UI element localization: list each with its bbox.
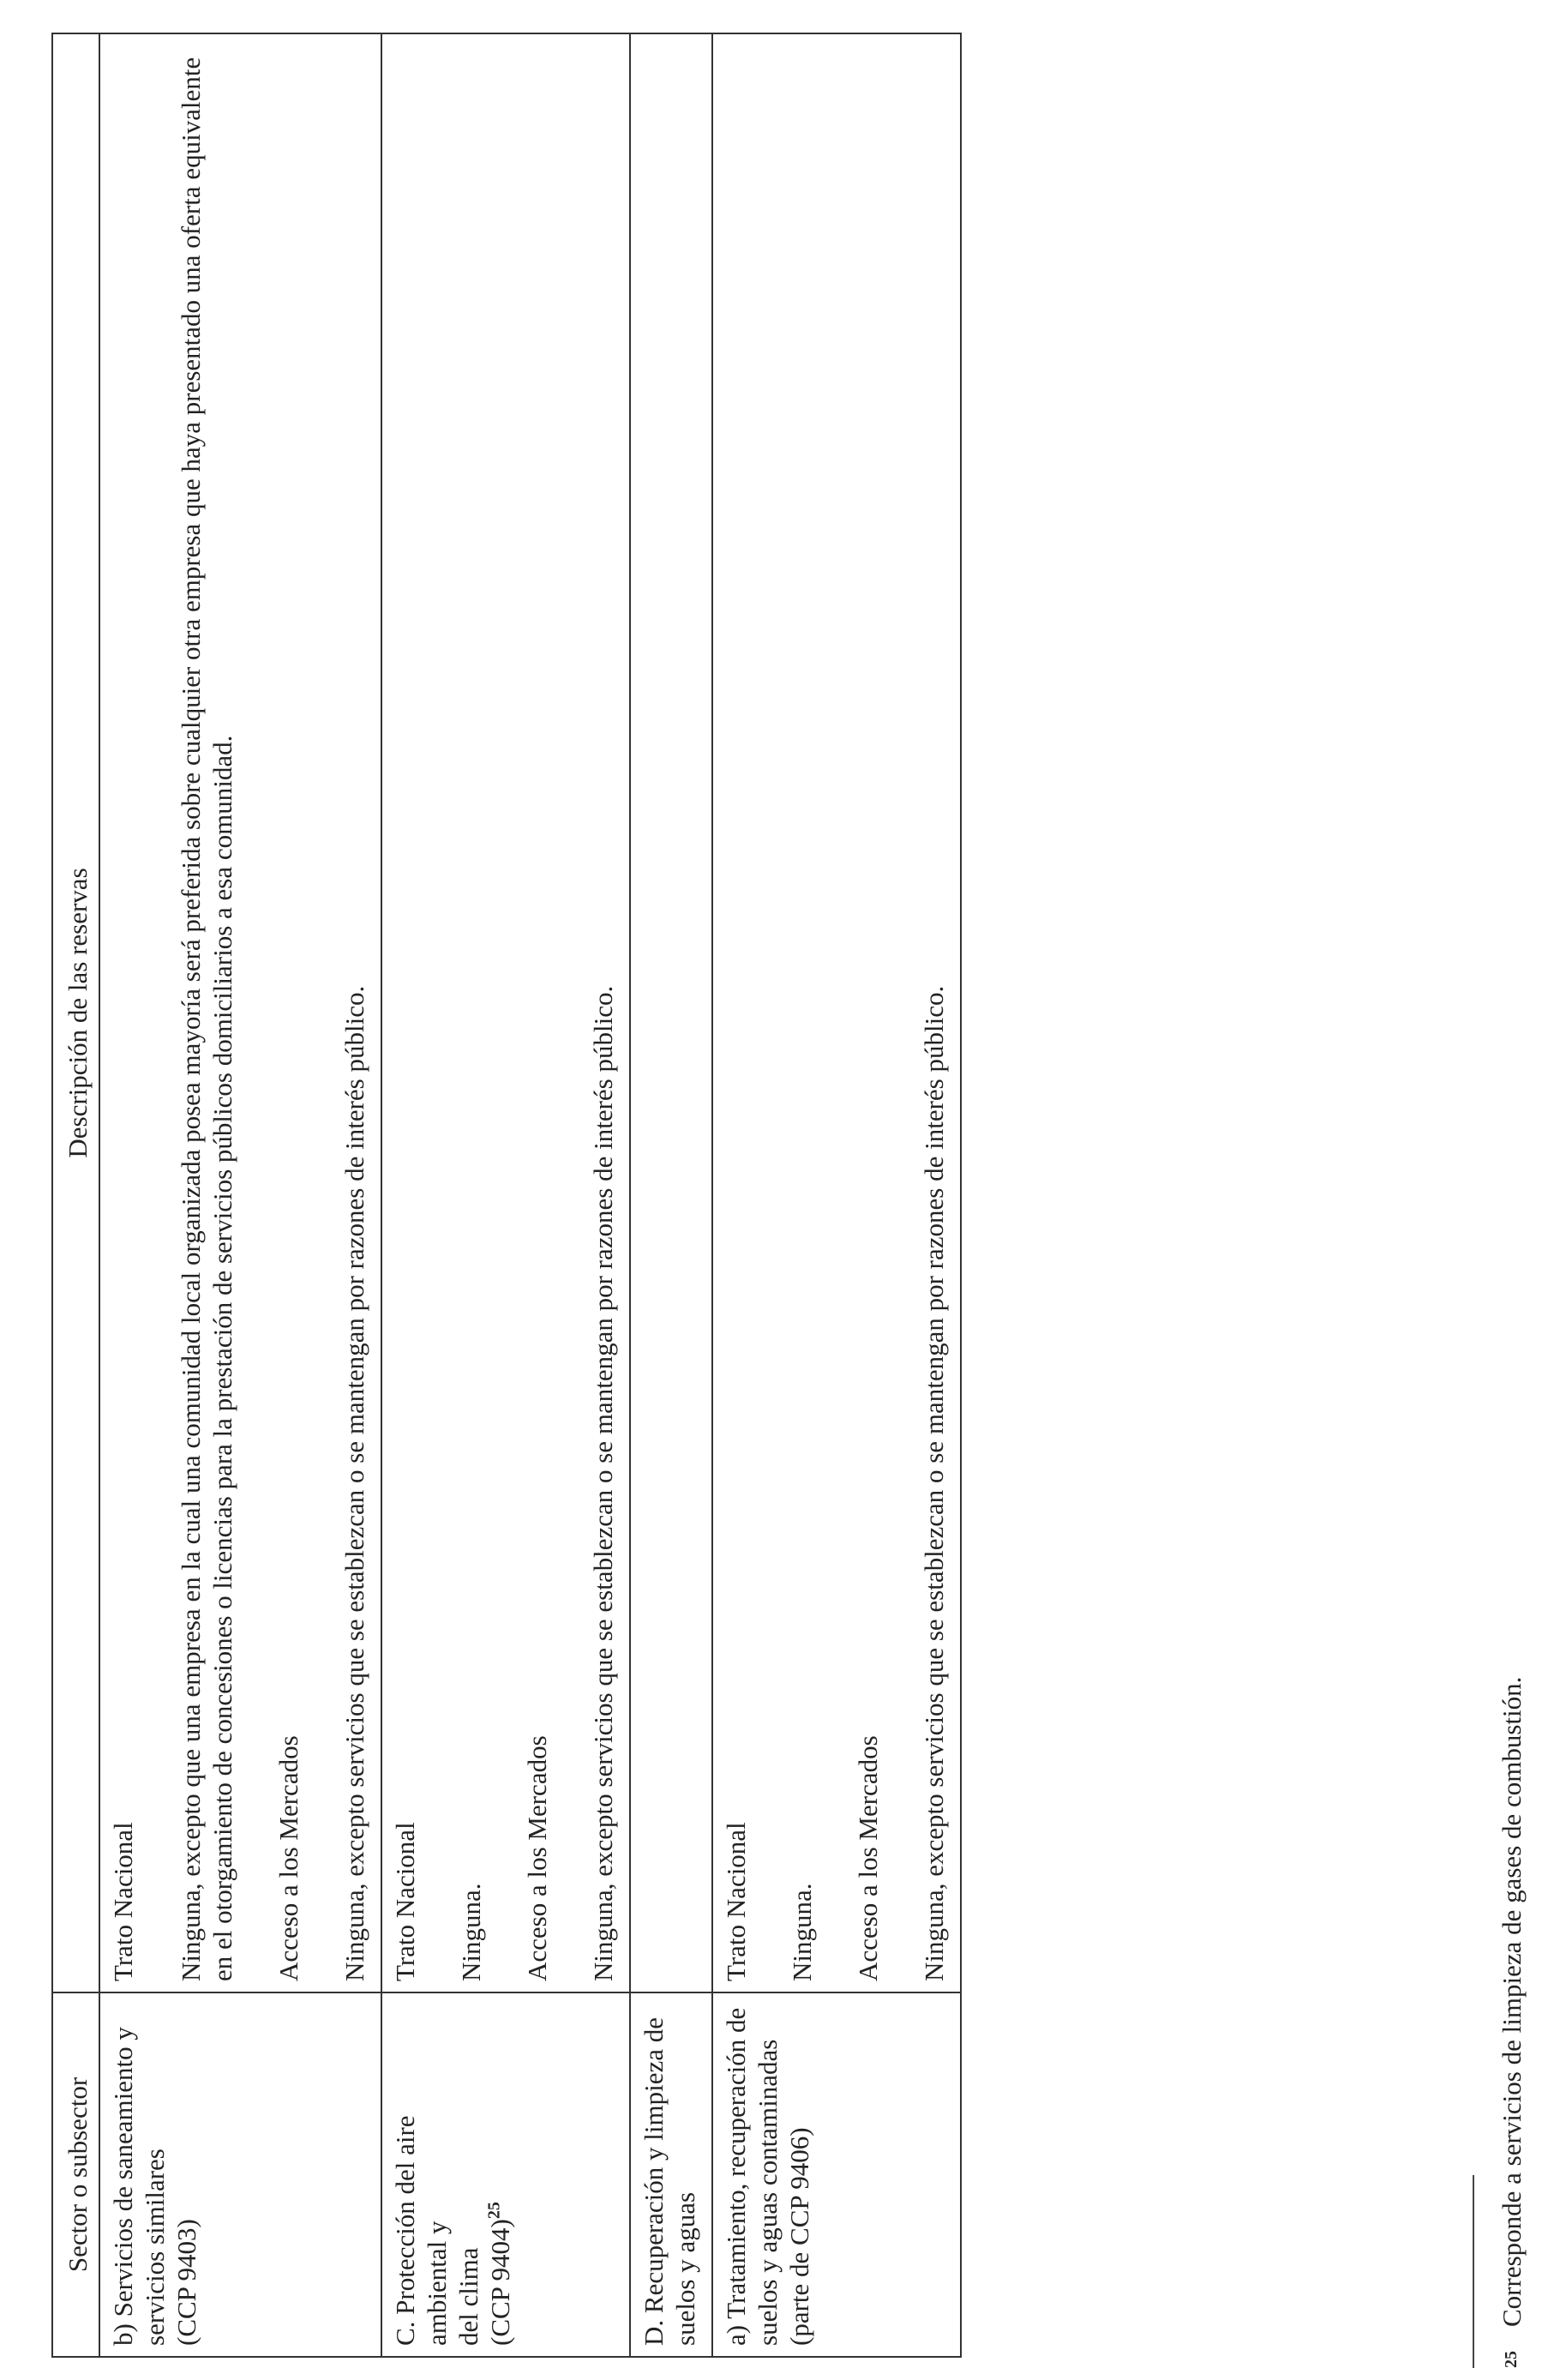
national-treatment-label: Trato Nacional [721,1822,751,1981]
market-access-text: Ninguna, excepto servicios que se establezcan o se mantengan por razones de interés público. [339,985,369,1981]
footnote-number: 25 [1502,2351,1521,2368]
table-row [99,33,381,2357]
market-access-text: Ninguna, excepto servicios que se establezcan o se mantengan por razones de interés público. [919,985,949,1981]
reservations-table [51,33,962,2358]
national-treatment-text: Ninguna. [456,1883,486,1981]
sector-line: (CCP 9403) [171,2219,201,2346]
table-row [712,33,961,2357]
footnote-text: Corresponde a servicios de limpieza de gases de combustión. [1497,1676,1527,2327]
footnote-ref[interactable]: 25 [484,2202,504,2220]
market-access-label: Acceso a los Mercados [853,1735,883,1981]
footnote [1496,1677,1527,2368]
sector-cell [630,1992,712,2357]
market-access-text: Ninguna, excepto servicios que se establezcan o se mantengan por razones de interés público. [588,985,618,1981]
sector-cell [712,1992,961,2357]
national-treatment-label: Trato Nacional [390,1822,420,1981]
national-treatment-label: Trato Nacional [108,1822,138,1981]
table-header-row [52,33,99,2357]
sector-line: b) Servicios de saneamiento y [108,2027,138,2346]
footnote-separator [1473,2175,1474,2368]
sector-line: C. Protección del aire ambiental y [390,2115,452,2346]
sector-line: (parte de CCP 9406) [784,2127,814,2346]
sector-line: suelos y aguas [670,2191,700,2346]
sector-line: D. Recuperación y limpieza de [639,2016,669,2346]
sector-line-with-footnote [484,2005,516,2346]
header-sector: Sector o subsector [52,1992,99,2357]
table-row [381,33,630,2357]
sector-line: servicios similares [140,2149,170,2346]
sector-line: a) Tratamiento, recuperación de [721,2007,751,2346]
sector-cell [99,1992,381,2357]
table-row [630,33,712,2357]
description-cell [99,33,381,1992]
sector-line: suelos y aguas contaminadas [753,2039,783,2346]
market-access-label: Acceso a los Mercados [522,1735,552,1981]
header-description: Descripción de las reservas [52,33,99,1992]
sector-line: (CCP 9404) [485,2219,515,2346]
national-treatment-text: Ninguna, excepto que una empresa en la cual una comunidad local organizada posea mayoría será preferida sobre cualquier otra empresa que haya presentado una oferta equivalente en el otorgamiento de concesiones o licencias para la prestación de servicios públicos domiciliarios a esa comunidad. [176,57,237,1981]
description-cell [712,33,961,1992]
national-treatment-text: Ninguna. [787,1883,817,1981]
sector-cell [381,1992,630,2357]
market-access-label: Acceso a los Mercados [273,1735,303,1981]
description-cell-empty [630,33,712,1992]
sector-line: del clima [453,2247,483,2346]
description-cell [381,33,630,1992]
